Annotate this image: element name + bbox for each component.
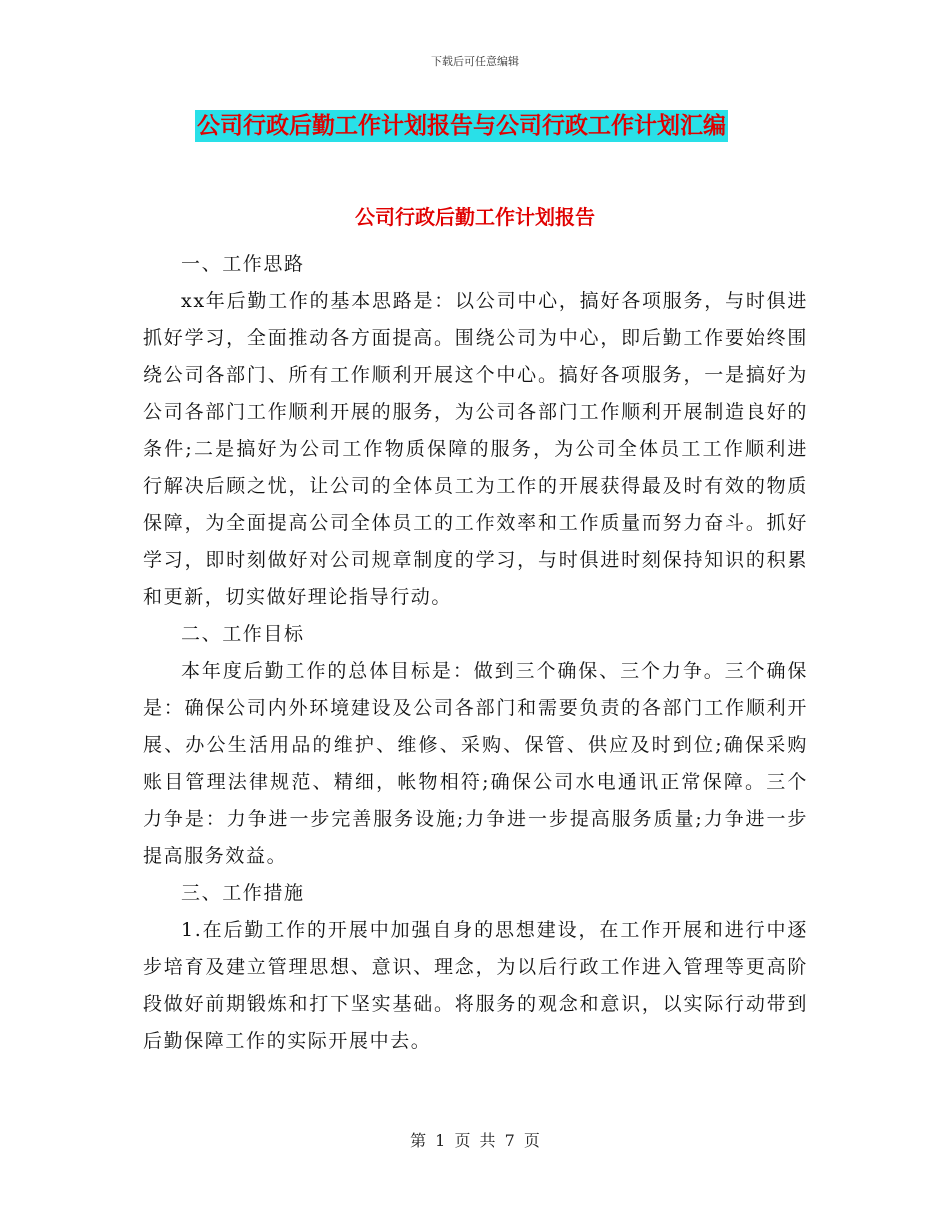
paragraph-work-goals: 本年度后勤工作的总体目标是：做到三个确保、三个力争。三个确保是：确保公司内外环境建设及公司各部门和需要负责的各部门工作顺利开展、办公生活用品的维护、维修、采购、保管、供应及时到位;确保采购账目管理法律规范、精细，帐物相符;确保公司水电通讯正常保障。三个力争是：力争进一步完善服务设施;力争进一步提高服务质量;力争进一步提高服务效益。	[143, 660, 808, 867]
page-footer: 第 1 页 共 7 页	[410, 1131, 540, 1150]
heading-work-measures: 三、工作措施	[181, 882, 305, 904]
document-title-container	[195, 110, 803, 142]
document-title: 公司行政后勤工作计划报告与公司行政工作计划汇编	[195, 110, 728, 142]
paragraph-work-measures: 1.在后勤工作的开展中加强自身的思想建设，在工作开展和进行中逐步培育及建立管理思想、意识、理念，为以后行政工作进入管理等更高阶段做好前期锻炼和打下坚实基础。将服务的观念和意识，以实际行动带到后勤保障工作的实际开展中去。	[143, 919, 808, 1052]
section-title: 公司行政后勤工作计划报告	[355, 205, 595, 229]
heading-work-goals: 二、工作目标	[181, 623, 305, 645]
document-body	[143, 246, 808, 1060]
paragraph-work-approach: xx年后勤工作的基本思路是：以公司中心，搞好各项服务，与时俱进抓好学习，全面推动各方面提高。围绕公司为中心，即后勤工作要始终围绕公司各部门、所有工作顺利开展这个中心。搞好各项服务，一是搞好为公司各部门工作顺利开展的服务，为公司各部门工作顺利开展制造良好的条件;二是搞好为公司工作物质保障的服务，为公司全体员工工作顺利进行解决后顾之忧，让公司的全体员工为工作的开展获得最及时有效的物质保障，为全面提高公司全体员工的工作效率和工作质量而努力奋斗。抓好学习，即时刻做好对公司规章制度的学习，与时俱进时刻保持知识的积累和更新，切实做好理论指导行动。	[143, 290, 808, 608]
heading-work-approach: 一、工作思路	[181, 253, 305, 275]
header-note: 下载后可任意编辑	[431, 55, 519, 68]
